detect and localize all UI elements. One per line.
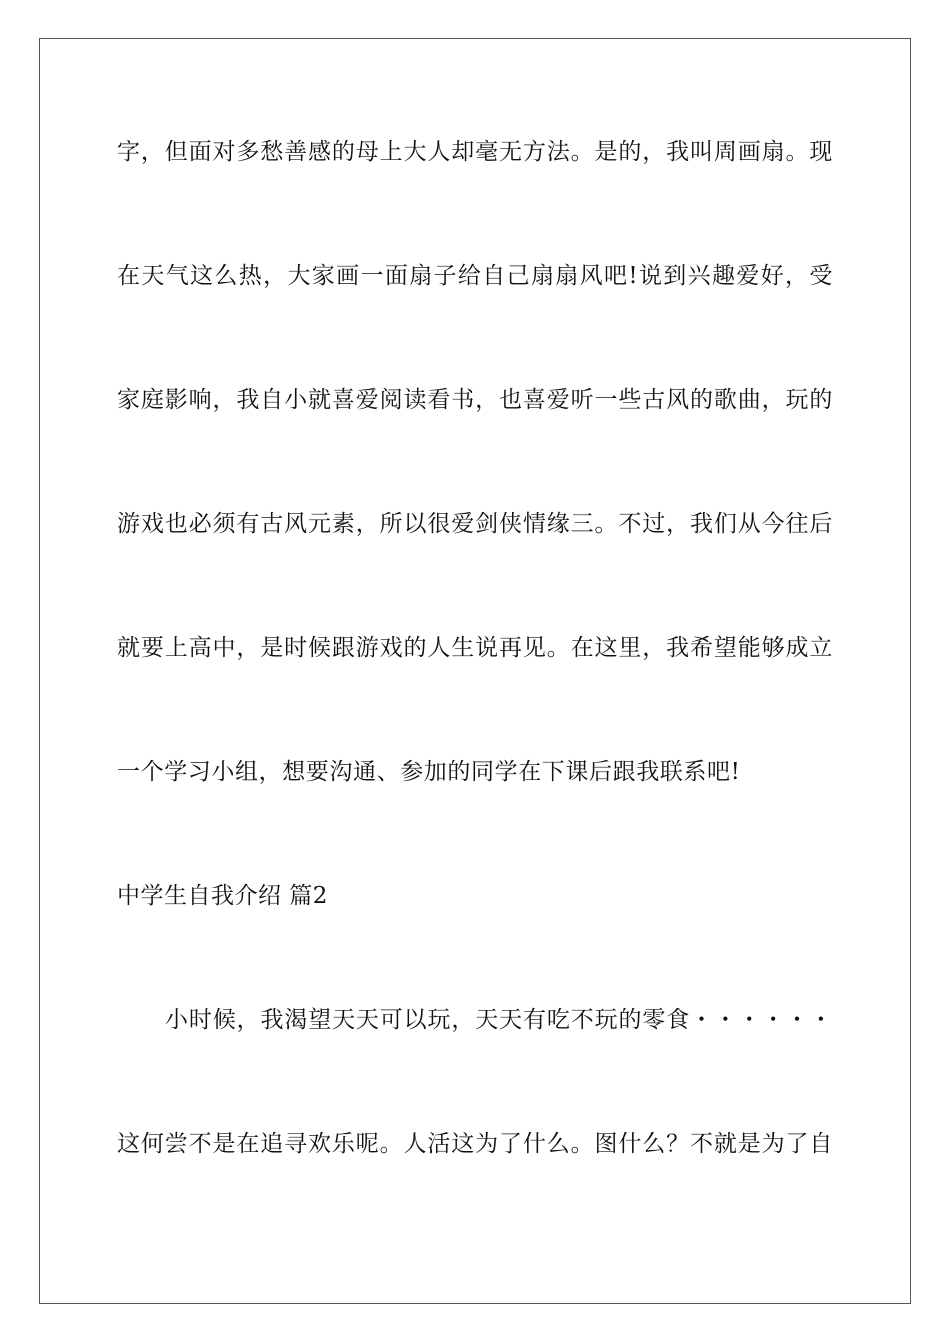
- section-paragraph-line-1: 小时候，我渴望天天可以玩，天天有吃不玩的零食・・・・・・: [165, 1007, 833, 1033]
- body-text-line-1: 字，但面对多愁善感的母上大人却毫无方法。是的，我叫周画扇。现: [117, 139, 833, 165]
- body-text-line-4: 游戏也必须有古风元素，所以很爱剑侠情缘三。不过，我们从今往后: [117, 511, 833, 537]
- body-text-line-2: 在天气这么热，大家画一面扇子给自己扇扇风吧!说到兴趣爱好，受: [117, 263, 833, 289]
- section-paragraph-line-2: 这何尝不是在追寻欢乐呢。人活这为了什么。图什么？不就是为了自: [117, 1131, 833, 1157]
- section-heading: 中学生自我介绍 篇2: [117, 883, 328, 909]
- body-text-line-5: 就要上高中，是时候跟游戏的人生说再见。在这里，我希望能够成立: [117, 635, 833, 661]
- page-border: [39, 38, 911, 1304]
- body-text-line-6: 一个学习小组，想要沟通、参加的同学在下课后跟我联系吧!: [117, 759, 741, 785]
- body-text-line-3: 家庭影响，我自小就喜爱阅读看书，也喜爱听一些古风的歌曲，玩的: [117, 387, 833, 413]
